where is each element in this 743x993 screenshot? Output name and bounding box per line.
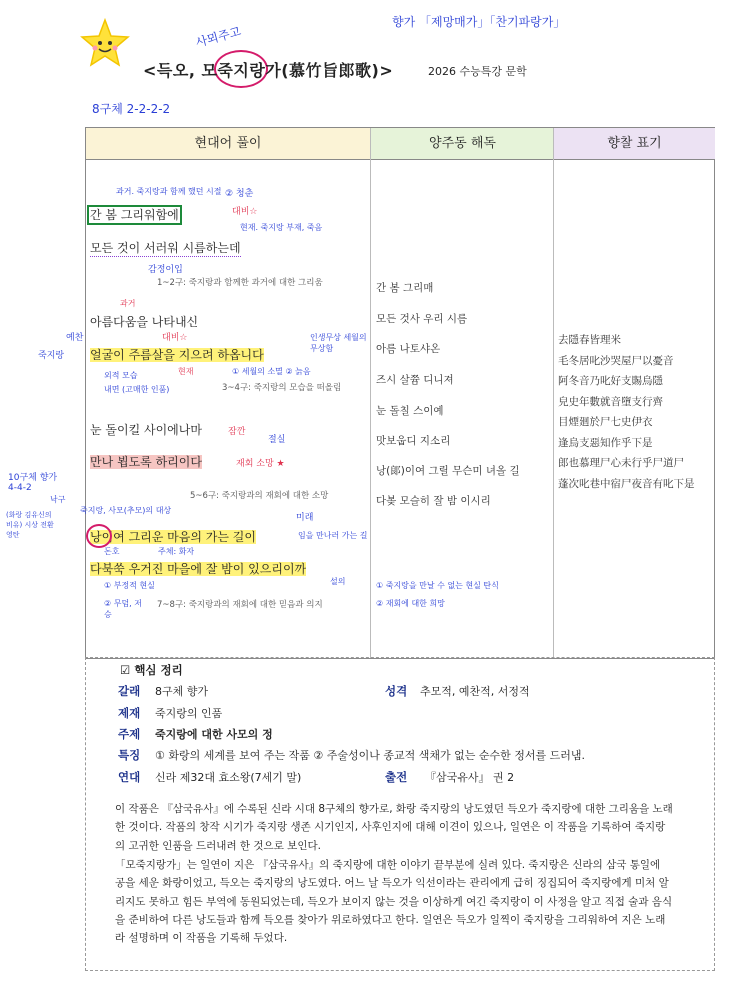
hyang-line-8: 蓬次叱巷中宿尸夜音有叱下是: [558, 477, 695, 490]
modern-line-2: [90, 239, 241, 257]
annot-29: ② 재회에 대한 희망: [376, 599, 445, 608]
note-top: 향가 「제망매가」「찬기파랑가」: [392, 15, 566, 29]
yang-line-4: 즈시 살쯈 디니져: [376, 374, 454, 386]
modern-line-6-text: 만나 뵙도록 하리이다: [90, 455, 202, 469]
annot-8: 죽지랑: [38, 351, 65, 361]
modern-line-2-text: 모든 것이 서러워 시름하는데: [90, 241, 241, 255]
modern-line-1-text: 간 봄 그리워함에: [90, 208, 179, 222]
modern-note-1: 1~2구: 죽지랑과 함께한 과거에 대한 그리움: [157, 278, 323, 288]
header-hyang: 향찰 표기: [553, 128, 715, 159]
yang-line-8: 다봊 모슬히 잘 밤 이시리: [376, 495, 491, 507]
annot-1: 과거. 죽지랑과 함께 했던 시절: [116, 187, 222, 196]
header-divider: [86, 159, 714, 160]
annot-4: 현재. 죽지랑 부재, 죽음: [240, 223, 323, 232]
char-label: 성격: [385, 684, 408, 698]
form-annotation: 8구체 2-2-2-2: [92, 102, 171, 116]
annot-24: 주체: 화자: [158, 547, 195, 556]
modern-note-4: 7~8구: 죽지랑과의 재회에 대한 믿음과 의지: [157, 600, 323, 610]
hyang-line-1: 去隱春皆理米: [558, 334, 621, 346]
yang-line-6: 맛보웁디 지소리: [376, 435, 451, 447]
annot-21: 미래: [296, 513, 314, 523]
hyang-line-7: 郎也慕理尸心未行乎尸道尸: [558, 457, 684, 469]
hyang-line-2: 毛冬居叱沙哭屋尸以憂音: [558, 354, 674, 367]
hyang-line-5: 目煙廻於尸七史伊衣: [558, 416, 653, 428]
annot-30: (화랑 김유신의 비유) 시상 전환 영탄: [6, 511, 54, 539]
src-value: 『삼국유사』 권 2: [425, 771, 515, 784]
annot-23: 돈호: [104, 547, 120, 556]
topic-label: 제재: [118, 706, 141, 720]
col-divider-1: [370, 159, 371, 658]
era-label: 연대: [118, 770, 141, 784]
annot-3: 대비☆: [232, 207, 258, 217]
annot-2: ② 청춘: [225, 189, 254, 199]
annot-17: 재회 소망 ★: [236, 459, 285, 469]
annot-13: 현재: [178, 367, 194, 376]
annot-28: ① 죽지랑을 만날 수 없는 현실 탄식: [376, 581, 499, 590]
note-above-title: 사뫼주고: [194, 24, 243, 50]
summary-paragraph-2: 「모죽지랑가」는 일연이 지은 『삼국유사』의 죽지랑에 대한 이야기 끝부분에 실려 있다. 죽지랑은 신라의 삼국 통일에 공을 세운 화랑이었고, 득오는 죽지랑의 낭도였다. 어느 날 득오가 익선이라는 관리에게 급히 징집되어 죽지랑에게 미처 알리지도 못하고 힘든 부역에 동원되었는데, 득오가 보이지 않는 것을 이상하게 여긴 죽지랑이 이 사정을 알고 직접 술과 음식을 준비하여 다른 낭도들과 함께 득오를 찾아가 위로하였다고 한다. 일연은 득오가 일찍이 죽지랑을 그리워하여 지은 노래라 설명하며 이 작품을 기록해 두었다.: [115, 859, 673, 945]
annot-12: 내면 (고매한 인품): [104, 385, 170, 394]
genre-value: 8구체 향가: [155, 685, 208, 698]
annot-7: 예찬: [66, 333, 84, 343]
nang-circle: [86, 524, 112, 548]
genre-label: 갈래: [118, 684, 141, 698]
modern-line-5: 눈 돌이킬 사이에나마: [90, 423, 202, 437]
hyang-column: [558, 330, 710, 494]
modern-note-3: 5~6구: 죽지랑과의 재회에 대한 소망: [190, 491, 329, 501]
col-divider-2: [553, 159, 554, 658]
annot-14: ① 세월의 소멸 ② 늙음: [232, 367, 311, 376]
era-value: 신라 제32대 효소왕(7세기 말): [155, 771, 302, 784]
annot-11: 외적 모습: [104, 371, 138, 380]
char-value: 추모적, 예찬적, 서정적: [420, 685, 530, 698]
header-modern: 현대어 풀이: [86, 128, 370, 159]
yang-line-3: 아름 나토샤온: [376, 343, 441, 355]
yang-line-7: 낭(郞)이여 그릴 무슨미 녀올 길: [376, 465, 520, 477]
feat-label: 특징: [118, 748, 141, 762]
modern-line-4: [90, 346, 264, 363]
yang-line-1: 간 봄 그리매: [376, 282, 434, 294]
modern-line-8: [90, 560, 306, 577]
annot-10: 인생무상 세월의 무상함: [310, 333, 367, 353]
annot-6: 과거: [120, 299, 136, 308]
modern-line-8-text: 다북쑥 우거진 마을에 잘 밤이 있으리이까: [90, 562, 307, 576]
hyang-line-6: 逢烏支惡知作乎下是: [558, 436, 653, 449]
annot-20: 죽지랑, 사모(추모)의 대상: [80, 506, 172, 515]
annot-22: 임을 만나러 가는 길: [298, 531, 368, 540]
yang-line-2: 모든 것사 우리 시름: [376, 313, 468, 325]
modern-line-7: [90, 528, 256, 545]
star-logo-icon: [80, 18, 130, 68]
modern-line-3: 아름다움을 나타내신: [90, 315, 199, 329]
modern-line-7-text: 낭이여 그리운 마음의 가는 길이: [90, 530, 256, 544]
hyang-line-4: 皃史年數就音墮支行齊: [558, 395, 663, 408]
hyang-line-3: 阿冬音乃叱好支賜烏隱: [558, 375, 663, 387]
modern-line-4-text: 얼굴이 주름살을 지으려 하옵니다: [90, 348, 264, 362]
topic-value: 죽지랑의 인품: [155, 707, 223, 720]
annot-5: 감정이입: [148, 265, 183, 275]
theme-label: 주제: [118, 727, 141, 741]
theme-value: 죽지랑에 대한 사모의 정: [155, 728, 273, 741]
modern-line-1: [90, 206, 179, 223]
annot-19: 낙구: [50, 495, 66, 504]
annot-9: 대비☆: [162, 333, 188, 343]
annot-18: 10구체 향가 4-4-2: [8, 473, 58, 493]
page-subtitle: 2026 수능특강 문학: [428, 65, 527, 78]
page-title: <득오, 모죽지랑가(慕竹旨郎歌)>: [143, 61, 394, 80]
modern-line-6: [90, 453, 202, 470]
yang-line-5: 눈 돌칠 스이예: [376, 405, 444, 417]
summary-paragraph-1: 이 작품은 『삼국유사』에 수록된 신라 시대 8구체의 향가로, 화랑 죽지랑의 낭도였던 득오가 죽지랑에 대한 그리움을 노래한 것이다. 작품의 창작 시기가 죽지랑 생존 시기인지, 사후인지에 대해 이견이 있으나, 일연은 이 작품을 기록하여 죽지랑의 고귀한 인품을 드러내려 한 것으로 보인다.: [115, 803, 673, 852]
annot-27: 설의: [330, 577, 346, 586]
annot-16: 절실: [268, 435, 286, 445]
src-label: 출전: [385, 770, 408, 784]
feat-value: ① 화랑의 세계를 보여 주는 작품 ② 주술성이나 종교적 색채가 없는 순수한 정서를 드러냄.: [155, 749, 585, 762]
annot-25: ① 부정적 현실: [104, 581, 155, 590]
header-yang: 양주동 해독: [370, 128, 554, 159]
summary-heading: ☑ 핵심 정리: [120, 663, 183, 677]
annot-26: ② 무덤, 저승: [104, 599, 142, 619]
annot-15: 잠깐: [228, 427, 246, 437]
modern-note-2: 3~4구: 죽지랑의 모습을 떠올림: [222, 383, 342, 393]
